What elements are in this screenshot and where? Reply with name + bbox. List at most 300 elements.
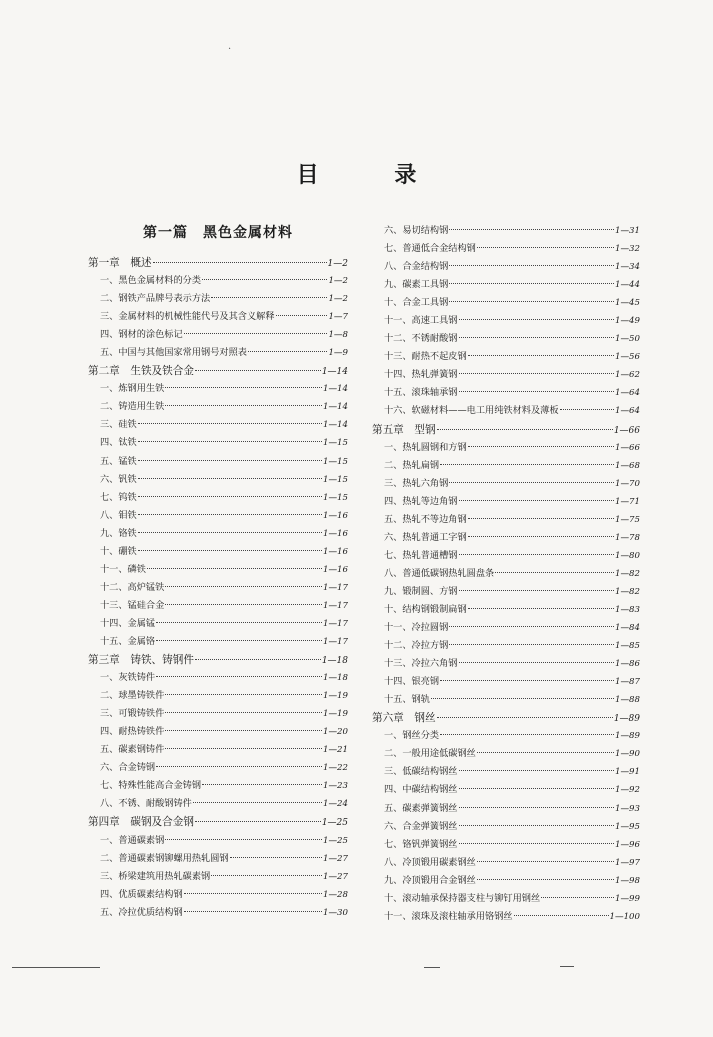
entry-page-number: 1—56	[615, 352, 640, 363]
entry-title: 一、普通碳素钢	[100, 834, 165, 846]
entry-title: 十、结构钢锻制扁钢	[384, 603, 467, 615]
entry-title: 五、碳素钢铸件	[100, 744, 165, 756]
entry-page-number: 1—27	[323, 871, 348, 882]
entry-page-number: 1—91	[615, 767, 640, 778]
dot-leader	[449, 283, 614, 284]
entry-page-number: 1—17	[323, 636, 348, 647]
entry-page-number: 1—66	[615, 442, 640, 453]
toc-section-entry[interactable]	[88, 777, 348, 795]
dot-leader	[437, 429, 613, 430]
dot-leader	[459, 590, 615, 591]
toc-section-entry[interactable]	[372, 312, 640, 330]
dot-leader	[138, 550, 322, 551]
toc-section-entry[interactable]	[372, 908, 640, 926]
toc-section-entry[interactable]	[372, 384, 640, 402]
dot-leader	[560, 409, 614, 410]
dot-leader	[230, 857, 322, 858]
entry-title: 十四、银亮钢	[384, 676, 440, 688]
dot-leader	[138, 441, 322, 442]
entry-title: 第四章 碳钢及合金钢	[88, 816, 194, 829]
dot-leader	[165, 405, 322, 406]
dot-leader	[437, 717, 613, 718]
entry-page-number: 1—80	[615, 550, 640, 561]
entry-page-number: 1—49	[615, 316, 640, 327]
dot-leader	[449, 482, 614, 483]
dot-leader	[184, 893, 322, 894]
entry-title: 第五章 型钢	[372, 423, 436, 436]
entry-page-number: 1—31	[615, 226, 640, 236]
toc-section-entry[interactable]	[372, 872, 640, 890]
entry-title: 四、钢材的涂色标记	[100, 329, 183, 341]
entry-title: 八、合金结构钢	[384, 261, 449, 273]
toc-chapter-entry[interactable]	[88, 813, 348, 831]
speck-mark: ·	[228, 44, 232, 55]
entry-title: 十、硼铁	[100, 545, 137, 557]
dot-leader	[431, 698, 614, 699]
entry-title: 第三章 铸铁、铸钢件	[88, 654, 194, 667]
toc-section-entry[interactable]	[88, 416, 348, 434]
entry-title: 四、中碳结构钢丝	[384, 784, 458, 796]
entry-title: 十四、金属锰	[100, 617, 156, 629]
entry-page-number: 1—89	[615, 731, 640, 742]
toc-section-entry[interactable]	[88, 669, 348, 687]
entry-page-number: 1—17	[323, 582, 348, 593]
entry-page-number: 1—95	[615, 821, 640, 832]
toc-section-entry[interactable]	[372, 619, 640, 637]
entry-page-number: 1—25	[321, 818, 348, 829]
entry-title: 八、钼铁	[100, 509, 137, 521]
dot-leader	[147, 568, 322, 569]
toc-section-entry[interactable]	[372, 222, 640, 240]
dot-leader	[156, 622, 322, 623]
entry-page-number: 1—92	[615, 785, 640, 796]
dot-leader	[541, 897, 614, 898]
dot-leader	[459, 807, 615, 808]
entry-title: 十一、磷铁	[100, 563, 146, 575]
entry-page-number: 1—89	[613, 714, 640, 725]
entry-title: 十二、高炉锰铁	[100, 581, 165, 593]
entry-title: 七、特殊性能高合金铸钢	[100, 780, 202, 792]
dot-leader	[184, 333, 328, 334]
entry-title: 三、桥梁建筑用热轧碳素钢	[100, 870, 211, 882]
toc-chapter-entry[interactable]	[88, 254, 348, 272]
entry-page-number: 1—15	[323, 474, 348, 485]
toc-section-entry[interactable]	[88, 326, 348, 344]
entry-title: 第一章 概述	[88, 257, 152, 269]
dot-leader	[440, 680, 614, 681]
entry-title: 一、炼钢用生铁	[100, 383, 165, 395]
entry-page-number: 1—2	[327, 259, 348, 269]
dot-leader	[468, 446, 614, 447]
entry-title: 九、碳素工具钢	[384, 279, 449, 291]
entry-title: 十、合金工具钢	[384, 297, 449, 309]
entry-title: 十、滚动轴承保持器支柱与铆钉用钢丝	[384, 892, 541, 904]
dot-leader	[449, 626, 614, 627]
entry-title: 三、金属材料的机械性能代号及其含义解释	[100, 311, 275, 323]
entry-page-number: 1—99	[615, 893, 640, 904]
entry-title: 四、热轧等边角钢	[384, 495, 458, 507]
entry-title: 第二章 生铁及铁合金	[88, 365, 194, 378]
dot-leader	[165, 712, 322, 713]
entry-page-number: 1—83	[615, 604, 640, 615]
toc-section-entry[interactable]	[88, 741, 348, 759]
dot-leader	[440, 464, 614, 465]
entry-page-number: 1—19	[323, 691, 348, 702]
entry-page-number: 1—86	[615, 659, 640, 670]
entry-page-number: 1—14	[321, 367, 348, 378]
entry-page-number: 1—16	[323, 510, 348, 521]
entry-page-number: 1—8	[328, 330, 348, 341]
dot-leader	[156, 676, 322, 677]
entry-title: 一、钢丝分类	[384, 730, 440, 742]
toc-chapter-entry[interactable]	[88, 362, 348, 380]
entry-title: 一、灰铁铸件	[100, 672, 156, 684]
toc-section-entry[interactable]	[372, 583, 640, 601]
toc-section-entry[interactable]	[88, 272, 348, 290]
toc-section-entry[interactable]	[372, 565, 640, 583]
toc-section-entry[interactable]	[88, 687, 348, 705]
entry-page-number: 1—15	[323, 438, 348, 449]
dot-leader	[449, 229, 614, 230]
dot-leader	[165, 748, 322, 749]
toc-section-entry[interactable]	[88, 579, 348, 597]
toc-section-entry[interactable]	[372, 673, 640, 691]
toc-section-entry[interactable]	[88, 489, 348, 507]
entry-title: 第六章 钢丝	[372, 712, 436, 725]
entry-title: 二、球墨铸铁件	[100, 690, 165, 702]
dot-leader	[138, 496, 322, 497]
entry-page-number: 1—16	[323, 564, 348, 575]
entry-page-number: 1—21	[323, 745, 348, 756]
toc-chapter-entry[interactable]	[372, 709, 640, 727]
dot-leader	[459, 500, 615, 501]
dot-leader	[477, 879, 614, 880]
entry-title: 五、碳素弹簧钢丝	[384, 802, 458, 814]
dot-leader	[459, 373, 615, 374]
dot-leader	[165, 730, 322, 731]
toc-section-entry[interactable]	[372, 727, 640, 745]
toc-chapter-entry[interactable]	[372, 421, 640, 439]
dot-leader	[165, 839, 322, 840]
dot-leader	[468, 518, 614, 519]
toc-section-entry[interactable]	[88, 543, 348, 561]
toc-section-entry[interactable]	[372, 240, 640, 258]
entry-page-number: 1—50	[615, 334, 640, 345]
toc-section-entry[interactable]	[372, 547, 640, 565]
entry-title: 二、钢铁产品牌号表示方法	[100, 293, 211, 305]
toc-section-entry[interactable]	[372, 294, 640, 312]
entry-title: 六、合金铸钢	[100, 762, 156, 774]
toc-chapter-entry[interactable]	[88, 651, 348, 669]
entry-title: 十二、冷拉方钢	[384, 640, 449, 652]
toc-list-right	[372, 222, 640, 926]
entry-title: 七、热轧普通槽钢	[384, 549, 458, 561]
entry-page-number: 1—30	[323, 907, 348, 918]
dot-leader	[449, 265, 614, 266]
entry-title: 三、低碳结构钢丝	[384, 766, 458, 778]
dot-leader	[449, 644, 614, 645]
toc-section-entry[interactable]	[88, 434, 348, 452]
entry-page-number: 1—18	[321, 656, 348, 667]
entry-page-number: 1—16	[323, 528, 348, 539]
entry-page-number: 1—16	[323, 546, 348, 557]
dot-leader	[165, 604, 322, 605]
entry-title: 四、优质碳素结构钢	[100, 888, 183, 900]
dot-leader	[459, 337, 615, 338]
toc-section-entry[interactable]	[88, 705, 348, 723]
dot-leader	[440, 734, 614, 735]
entry-title: 十六、软磁材料——电工用纯铁材料及薄板	[384, 405, 559, 417]
toc-section-entry[interactable]	[88, 453, 348, 471]
entry-page-number: 1—75	[615, 514, 640, 525]
entry-page-number: 1—32	[615, 244, 640, 255]
entry-page-number: 1—19	[323, 709, 348, 720]
dot-leader	[138, 460, 322, 461]
toc-section-entry[interactable]	[372, 493, 640, 511]
entry-page-number: 1—93	[615, 803, 640, 814]
entry-page-number: 1—98	[615, 875, 640, 886]
toc-section-entry[interactable]	[88, 398, 348, 416]
dot-leader	[459, 770, 615, 771]
entry-page-number: 1—23	[323, 781, 348, 792]
entry-page-number: 1—62	[615, 370, 640, 381]
toc-section-entry[interactable]	[88, 723, 348, 741]
page-title: 目 录	[296, 162, 451, 188]
entry-page-number: 1—9	[328, 348, 348, 359]
dot-leader	[138, 532, 322, 533]
toc-section-entry[interactable]	[372, 366, 640, 384]
entry-title: 八、普通低碳钢热轧圆盘条	[384, 567, 495, 579]
footer-rule-left	[12, 967, 100, 968]
dot-leader	[202, 279, 327, 280]
toc-section-entry[interactable]	[372, 637, 640, 655]
dot-leader	[477, 247, 614, 248]
entry-page-number: 1—25	[323, 835, 348, 846]
entry-title: 十三、锰硅合金	[100, 599, 165, 611]
entry-title: 三、硅铁	[100, 419, 137, 431]
entry-page-number: 1—15	[323, 492, 348, 503]
dot-leader	[156, 640, 322, 641]
entry-title: 九、冷顶锻用合金钢丝	[384, 874, 476, 886]
dot-leader	[165, 694, 322, 695]
entry-title: 八、不锈、耐酸钢铸件	[100, 798, 192, 810]
dot-leader	[459, 662, 615, 663]
toc-section-entry[interactable]	[372, 763, 640, 781]
dot-leader	[193, 802, 322, 803]
entry-page-number: 1—34	[615, 262, 640, 273]
toc-section-entry[interactable]	[88, 759, 348, 777]
entry-page-number: 1—64	[615, 388, 640, 399]
entry-page-number: 1—78	[615, 532, 640, 543]
toc-section-entry[interactable]	[88, 525, 348, 543]
entry-title: 六、钒铁	[100, 473, 137, 485]
entry-page-number: 1—2	[328, 294, 348, 305]
toc-section-entry[interactable]	[88, 850, 348, 868]
dot-leader	[248, 351, 327, 352]
entry-page-number: 1—96	[615, 839, 640, 850]
toc-section-entry[interactable]	[372, 457, 640, 475]
entry-page-number: 1—17	[323, 618, 348, 629]
entry-page-number: 1—17	[323, 600, 348, 611]
entry-page-number: 1—82	[615, 568, 640, 579]
entry-page-number: 1—44	[615, 280, 640, 291]
entry-page-number: 1—85	[615, 641, 640, 652]
dot-leader	[165, 387, 322, 388]
toc-section-entry[interactable]	[372, 276, 640, 294]
dot-leader	[184, 911, 322, 912]
dot-leader	[459, 825, 615, 826]
dot-leader	[195, 659, 321, 660]
toc-section-entry[interactable]	[372, 348, 640, 366]
toc-section-entry[interactable]	[372, 781, 640, 799]
dot-leader	[514, 915, 609, 916]
entry-page-number: 1—2	[328, 276, 348, 287]
entry-title: 五、锰铁	[100, 455, 137, 467]
toc-section-entry[interactable]	[88, 886, 348, 904]
toc-section-entry[interactable]	[372, 818, 640, 836]
dot-leader	[195, 821, 321, 822]
toc-section-entry[interactable]	[372, 745, 640, 763]
toc-section-entry[interactable]	[88, 561, 348, 579]
toc-section-entry[interactable]	[372, 330, 640, 348]
footer-rule-right	[560, 966, 574, 967]
entry-page-number: 1—84	[615, 623, 640, 634]
dot-leader	[211, 297, 327, 298]
entry-page-number: 1—70	[615, 478, 640, 489]
dot-leader	[211, 875, 322, 876]
dot-leader	[138, 423, 322, 424]
entry-page-number: 1—68	[615, 460, 640, 471]
dot-leader	[459, 843, 615, 844]
entry-page-number: 1—22	[323, 763, 348, 774]
entry-title: 二、一般用途低碳钢丝	[384, 748, 476, 760]
footer-rule-mid	[424, 967, 440, 968]
toc-section-entry[interactable]	[372, 691, 640, 709]
entry-title: 五、热轧不等边角钢	[384, 513, 467, 525]
dot-leader	[459, 391, 615, 392]
dot-leader	[276, 315, 328, 316]
entry-title: 四、钛铁	[100, 437, 137, 449]
entry-title: 五、中国与其他国家常用钢号对照表	[100, 347, 247, 359]
entry-title: 五、冷拉优质结构钢	[100, 906, 183, 918]
dot-leader	[459, 319, 615, 320]
toc-list-left	[88, 254, 348, 922]
entry-page-number: 1—87	[615, 677, 640, 688]
entry-title: 四、耐热铸铁件	[100, 726, 165, 738]
entry-page-number: 1—82	[615, 586, 640, 597]
entry-title: 十二、不锈耐酸钢	[384, 333, 458, 345]
entry-title: 十五、钢轨	[384, 694, 430, 706]
entry-page-number: 1—90	[615, 749, 640, 760]
entry-title: 七、钨铁	[100, 491, 137, 503]
dot-leader	[153, 262, 327, 263]
entry-page-number: 1—97	[615, 857, 640, 868]
dot-leader	[459, 554, 615, 555]
toc-section-entry[interactable]	[372, 836, 640, 854]
dot-leader	[195, 370, 321, 371]
entry-page-number: 1—18	[323, 673, 348, 684]
toc-section-entry[interactable]	[88, 344, 348, 362]
entry-page-number: 1—14	[323, 384, 348, 395]
entry-page-number: 1—7	[328, 312, 348, 323]
toc-section-entry[interactable]	[372, 655, 640, 673]
entry-title: 三、可锻铸铁件	[100, 708, 165, 720]
dot-leader	[459, 788, 615, 789]
toc-section-entry[interactable]	[372, 529, 640, 547]
toc-section-entry[interactable]	[88, 471, 348, 489]
toc-section-entry[interactable]	[372, 439, 640, 457]
toc-section-entry[interactable]	[372, 511, 640, 529]
toc-section-entry[interactable]	[88, 290, 348, 308]
entry-title: 十一、滚珠及滚柱轴承用铬钢丝	[384, 910, 513, 922]
entry-title: 十一、高速工具钢	[384, 315, 458, 327]
entry-title: 八、冷顶锻用碳素钢丝	[384, 856, 476, 868]
dot-leader	[138, 478, 322, 479]
entry-title: 十五、金属铬	[100, 635, 156, 647]
toc-right-column	[372, 222, 640, 926]
toc-section-entry[interactable]	[88, 597, 348, 615]
entry-page-number: 1—64	[615, 406, 640, 417]
toc-section-entry[interactable]	[88, 868, 348, 886]
dot-leader	[449, 301, 614, 302]
entry-title: 十五、滚珠轴承钢	[384, 387, 458, 399]
toc-section-entry[interactable]	[372, 258, 640, 276]
entry-title: 三、热轧六角钢	[384, 477, 449, 489]
dot-leader	[477, 752, 614, 753]
entry-title: 二、普通碳素钢铆螺用热轧圆钢	[100, 852, 229, 864]
entry-page-number: 1—100	[609, 911, 640, 922]
entry-page-number: 1—88	[615, 695, 640, 706]
entry-title: 十三、耐热不起皮钢	[384, 351, 467, 363]
entry-title: 二、铸造用生铁	[100, 401, 165, 413]
toc-section-entry[interactable]	[88, 795, 348, 813]
dot-leader	[202, 784, 322, 785]
toc-section-entry[interactable]	[88, 507, 348, 525]
entry-page-number: 1—45	[615, 298, 640, 309]
entry-page-number: 1—20	[323, 727, 348, 738]
toc-section-entry[interactable]	[88, 615, 348, 633]
toc-section-entry[interactable]	[372, 475, 640, 493]
toc-section-entry[interactable]	[372, 854, 640, 872]
dot-leader	[468, 536, 614, 537]
toc-section-entry[interactable]	[372, 800, 640, 818]
entry-title: 七、普通低合金结构钢	[384, 243, 476, 255]
toc-left-column	[88, 222, 348, 922]
entry-title: 六、易切结构钢	[384, 225, 449, 236]
dot-leader	[477, 861, 614, 862]
entry-title: 一、黑色金属材料的分类	[100, 275, 202, 287]
toc-section-entry[interactable]	[88, 308, 348, 326]
part-title: 第一篇 黑色金属材料	[143, 225, 293, 241]
entry-title: 七、铬钒弹簧钢丝	[384, 838, 458, 850]
toc-section-entry[interactable]	[88, 380, 348, 398]
toc-section-entry[interactable]	[88, 633, 348, 651]
toc-section-entry[interactable]	[88, 904, 348, 922]
entry-title: 六、热轧普通工字钢	[384, 531, 467, 543]
dot-leader	[156, 766, 322, 767]
entry-title: 二、热轧扁钢	[384, 459, 440, 471]
toc-section-entry[interactable]	[372, 890, 640, 908]
entry-title: 十一、冷拉圆钢	[384, 622, 449, 634]
entry-title: 六、合金弹簧钢丝	[384, 820, 458, 832]
toc-section-entry[interactable]	[88, 832, 348, 850]
dot-leader	[468, 355, 614, 356]
entry-title: 十三、冷拉六角钢	[384, 658, 458, 670]
toc-section-entry[interactable]	[372, 601, 640, 619]
entry-page-number: 1—15	[323, 456, 348, 467]
toc-section-entry[interactable]	[372, 402, 640, 420]
entry-title: 十四、热轧弹簧钢	[384, 369, 458, 381]
